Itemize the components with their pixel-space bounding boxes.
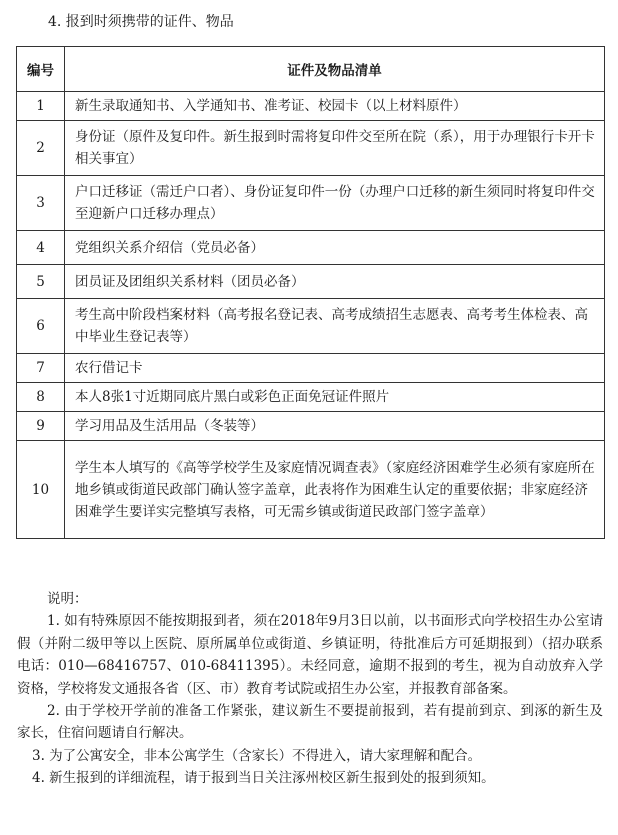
row-number: 3 [17,176,65,231]
row-text: 团员证及团组织关系材料（团员必备） [65,265,605,299]
row-text: 学习用品及生活用品（冬装等） [65,412,605,441]
row-text: 学生本人填写的《高等学校学生及家庭情况调查表》（家庭经济困难学生必须有家庭所在地乡镇或街道民政部门确认签字盖章，此表将作为困难生认定的重要依据；非家庭经济困难学生要详实完整填写表格，可无需乡镇或街道民政部门签字盖章） [65,441,605,539]
table-row [17,383,605,412]
table-row [17,412,605,441]
row-text: 考生高中阶段档案材料（高考报名登记表、高考成绩招生志愿表、高考考生体检表、高中毕业生登记表等） [65,299,605,354]
note-item: 2. 由于学校开学前的准备工作紧张，建议新生不要提前报到，若有提前到京、到涿的新生及家长，住宿问题请自行解决。 [17,703,603,742]
note-item: 1. 如有特殊原因不能按期报到者，须在2018年9月3日以前，以书面形式向学校招生办公室请假（并附二级甲等以上医院、原所属单位或街道、乡镇证明，待批准后方可延期报到）（招办联系电话：010—68416757、010-68411395）。未经同意，逾期不报到的考生，视为自动放弃入学资格，学校将发文通报各省（区、市）教育考试院或招生办公室，并报教育部备案。 [17,613,603,697]
row-text: 本人8张1寸近期同底片黑白或彩色正面免冠证件照片 [65,383,605,412]
row-number: 4 [17,231,65,265]
table-row [17,354,605,383]
row-text: 新生录取通知书、入学通知书、准考证、校园卡（以上材料原件） [65,92,605,121]
table-row [17,441,605,539]
table-row [17,265,605,299]
row-text: 户口迁移证（需迁户口者）、身份证复印件一份（办理户口迁移的新生须同时将复印件交至迎新户口迁移办理点） [65,176,605,231]
table-row [17,176,605,231]
items-table [16,46,605,539]
row-number: 8 [17,383,65,412]
row-number: 7 [17,354,65,383]
row-number: 2 [17,121,65,176]
note-item: 4. 新生报到的详细流程，请于报到当日关注涿州校区新生报到处的报到须知。 [32,770,495,787]
table-row [17,121,605,176]
row-number: 10 [17,441,65,539]
row-number: 6 [17,299,65,354]
row-text: 身份证（原件及复印件。新生报到时需将复印件交至所在院（系），用于办理银行卡开卡相关事宜） [65,121,605,176]
row-text: 农行借记卡 [65,354,605,383]
table-row [17,231,605,265]
section-heading: 4. 报到时须携带的证件、物品 [48,14,234,30]
header-number: 编号 [17,47,65,92]
notes-title: 说明： [47,591,88,607]
row-number: 5 [17,265,65,299]
table-row [17,92,605,121]
row-text: 党组织关系介绍信（党员必备） [65,231,605,265]
table-row [17,299,605,354]
row-number: 9 [17,412,65,441]
note-item: 3. 为了公寓安全，非本公寓学生（含家长）不得进入，请大家理解和配合。 [32,747,482,764]
notes-section [17,588,603,790]
row-number: 1 [17,92,65,121]
table-header-row [17,47,605,92]
header-items: 证件及物品清单 [65,47,605,92]
